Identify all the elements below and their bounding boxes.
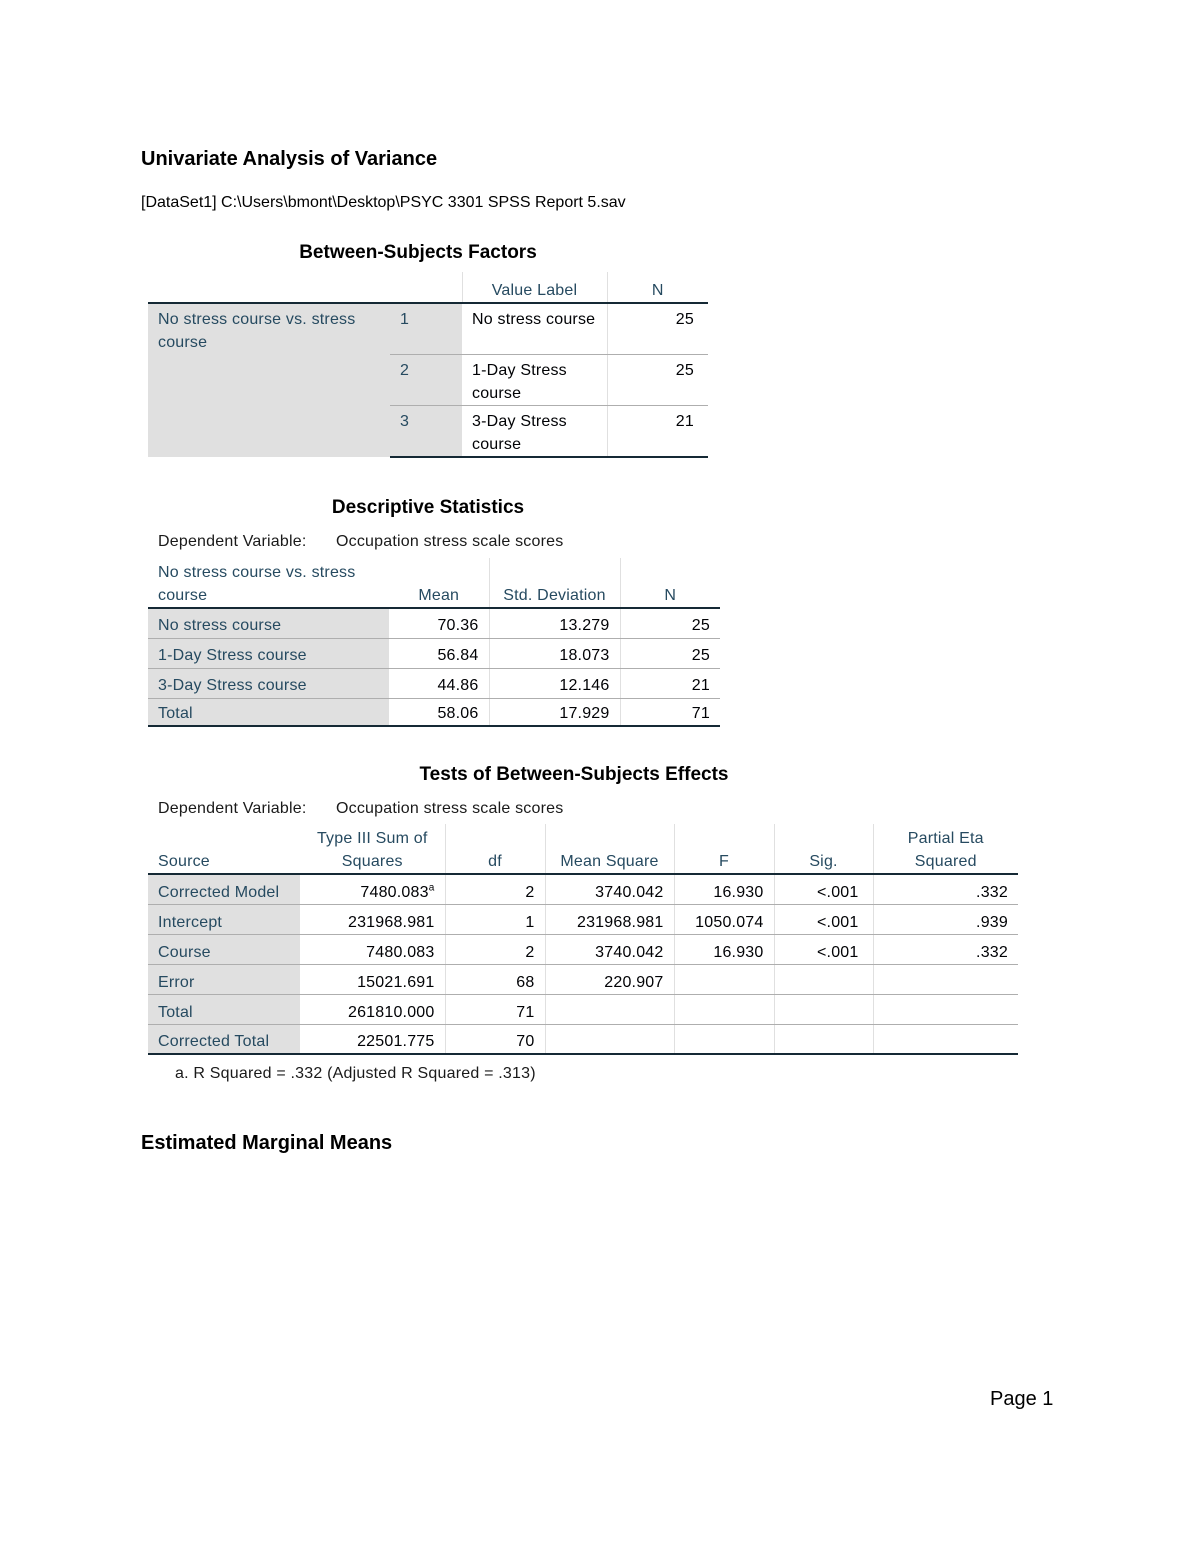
ss-number: 231968.981 — [347, 914, 435, 931]
header-group: No stress course vs. stress course — [148, 558, 389, 608]
source-label: Corrected Model — [148, 874, 300, 905]
ms-value: 3740.042 — [545, 874, 674, 905]
sd-value: 12.146 — [489, 668, 620, 698]
factor-n: 25 — [607, 354, 708, 405]
header-mean-square: Mean Square — [545, 824, 674, 874]
source-label: Error — [148, 965, 300, 995]
dependent-variable-value: Occupation stress scale scores — [336, 800, 564, 817]
ss-number: 15021.691 — [357, 974, 435, 991]
factor-value: 2 — [390, 354, 462, 405]
n-value: 21 — [620, 668, 720, 698]
f-value: 16.930 — [674, 935, 774, 965]
header-partial-eta-squared: Partial Eta Squared — [873, 824, 1018, 874]
dependent-variable-label: Dependent Variable: — [158, 533, 307, 550]
ss-value — [300, 874, 445, 905]
f-value — [674, 995, 774, 1025]
sig-value — [774, 965, 873, 995]
source-label: Intercept — [148, 905, 300, 935]
factor-label: No stress course vs. stress course — [148, 303, 390, 457]
ms-value: 220.907 — [545, 965, 674, 995]
f-value — [674, 1025, 774, 1055]
ms-value: 231968.981 — [545, 905, 674, 935]
between-factors-table — [148, 272, 708, 458]
n-value: 71 — [620, 698, 720, 726]
header-sig: Sig. — [774, 824, 873, 874]
mean-value: 70.36 — [389, 608, 489, 638]
n-value: 25 — [620, 608, 720, 638]
header-n: N — [607, 272, 708, 303]
eta-value: .332 — [873, 935, 1018, 965]
group-label: No stress course — [148, 608, 389, 638]
sd-value: 13.279 — [489, 608, 620, 638]
factor-value: 3 — [390, 405, 462, 457]
header-mean: Mean — [389, 558, 489, 608]
factor-n: 21 — [607, 405, 708, 457]
source-label: Course — [148, 935, 300, 965]
df-value: 2 — [445, 935, 545, 965]
df-value: 2 — [445, 874, 545, 905]
group-label: 3-Day Stress course — [148, 668, 389, 698]
mean-value: 58.06 — [389, 698, 489, 726]
f-value: 1050.074 — [674, 905, 774, 935]
dependent-variable-value: Occupation stress scale scores — [336, 533, 564, 550]
group-label: 1-Day Stress course — [148, 638, 389, 668]
eta-value — [873, 995, 1018, 1025]
mean-value: 56.84 — [389, 638, 489, 668]
ss-value — [300, 995, 445, 1025]
header-value-label: Value Label — [462, 272, 607, 303]
ss-number: 261810.000 — [347, 1004, 435, 1021]
dependent-variable-label: Dependent Variable: — [158, 800, 307, 817]
descriptives-title: Descriptive Statistics — [331, 497, 525, 518]
header-f: F — [674, 824, 774, 874]
n-value: 25 — [620, 638, 720, 668]
sig-value — [774, 995, 873, 1025]
eta-value: .332 — [873, 874, 1018, 905]
ms-value — [545, 995, 674, 1025]
f-value: 16.930 — [674, 874, 774, 905]
sig-value: <.001 — [774, 935, 873, 965]
page-number: Page 1 — [990, 1388, 1054, 1410]
section-heading-marginal-means: Estimated Marginal Means — [141, 1132, 393, 1154]
factor-value: 1 — [390, 303, 462, 354]
effects-footnote: a. R Squared = .332 (Adjusted R Squared = .313) — [175, 1065, 536, 1082]
factor-value-label: 1-Day Stress course — [462, 354, 607, 405]
footnote-marker: a — [428, 882, 435, 894]
df-value: 1 — [445, 905, 545, 935]
mean-value: 44.86 — [389, 668, 489, 698]
sd-value: 17.929 — [489, 698, 620, 726]
effects-title: Tests of Between-Subjects Effects — [419, 764, 729, 785]
header-n: N — [620, 558, 720, 608]
df-value: 70 — [445, 1025, 545, 1055]
df-value: 68 — [445, 965, 545, 995]
ms-value — [545, 1025, 674, 1055]
sig-value: <.001 — [774, 874, 873, 905]
ss-value — [300, 935, 445, 965]
f-value — [674, 965, 774, 995]
ss-value — [300, 1025, 445, 1055]
page-title: Univariate Analysis of Variance — [141, 148, 438, 170]
source-label: Corrected Total — [148, 1025, 300, 1055]
sig-value — [774, 1025, 873, 1055]
ss-number: 7480.083 — [360, 884, 429, 901]
ss-value — [300, 905, 445, 935]
header-source: Source — [148, 824, 300, 874]
factor-value-label: No stress course — [462, 303, 607, 354]
df-value: 71 — [445, 995, 545, 1025]
header-type-iii-ss: Type III Sum of Squares — [300, 824, 445, 874]
source-label: Total — [148, 995, 300, 1025]
between-factors-title: Between-Subjects Factors — [299, 242, 537, 263]
header-std-deviation: Std. Deviation — [489, 558, 620, 608]
descriptives-table — [148, 558, 720, 727]
group-label: Total — [148, 698, 389, 726]
header-df: df — [445, 824, 545, 874]
effects-dependent-variable — [158, 800, 563, 818]
eta-value — [873, 1025, 1018, 1055]
sd-value: 18.073 — [489, 638, 620, 668]
ss-number: 22501.775 — [357, 1033, 435, 1050]
factor-n: 25 — [607, 303, 708, 354]
effects-table — [148, 824, 1018, 1055]
ss-value — [300, 965, 445, 995]
factor-value-label: 3-Day Stress course — [462, 405, 607, 457]
ss-number: 7480.083 — [366, 944, 435, 961]
descriptives-dependent-variable — [158, 533, 563, 551]
eta-value — [873, 965, 1018, 995]
sig-value: <.001 — [774, 905, 873, 935]
eta-value: .939 — [873, 905, 1018, 935]
ms-value: 3740.042 — [545, 935, 674, 965]
dataset-path: [DataSet1] C:\Users\bmont\Desktop\PSYC 3301 SPSS Report 5.sav — [141, 194, 626, 211]
